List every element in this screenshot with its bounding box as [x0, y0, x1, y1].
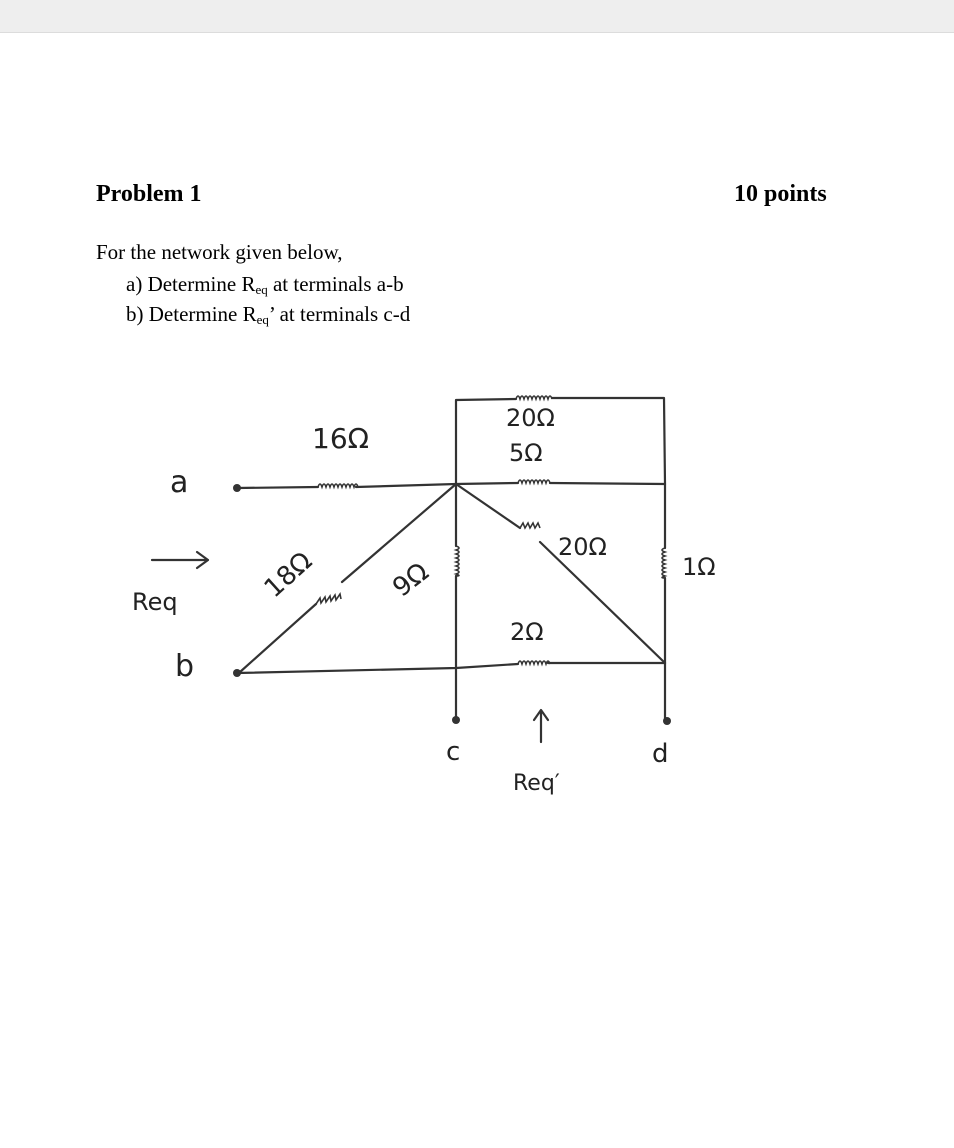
coil-1-vertical: [662, 548, 665, 578]
problem-title: Problem 1: [96, 181, 202, 207]
problem-intro: For the network given below,: [96, 240, 343, 264]
problem-points: 10 points: [734, 181, 827, 207]
wire-bottom: [237, 663, 665, 673]
terminal-dot-c: [452, 716, 460, 724]
terminal-a-label: a: [170, 465, 189, 500]
task-a-suffix: at terminals a-b: [267, 272, 404, 296]
resistor-18-label: 18Ω: [258, 546, 319, 604]
resistor-1-label: 1Ω: [682, 553, 716, 581]
coil-9-vertical: [456, 546, 459, 576]
req-label: Req: [132, 588, 178, 616]
wire-right-diagonal: [456, 484, 665, 663]
coil-2: [518, 661, 550, 664]
coil-20-top: [516, 396, 552, 399]
resistor-16-label: 16Ω: [312, 422, 370, 455]
task-b-suffix: ’ at terminals c-d: [268, 302, 411, 326]
task-b-prefix: b) Determine R: [126, 302, 257, 326]
terminal-d-label: d: [652, 739, 669, 769]
coil-5: [518, 480, 550, 483]
circuit-diagram: [0, 33, 954, 1148]
coil-16: [318, 484, 358, 487]
resistor-9-label: 9Ω: [387, 557, 435, 604]
document-page: [0, 33, 954, 1148]
wire-top-loop: [456, 398, 665, 484]
terminal-dot-a: [233, 484, 241, 492]
terminal-dot-d: [663, 717, 671, 725]
req-arrow: [152, 552, 208, 568]
wire-five-ohm-branch: [456, 483, 665, 484]
terminal-b-label: b: [175, 649, 195, 684]
terminal-dot-b: [233, 669, 241, 677]
resistor-5-label: 5Ω: [509, 439, 543, 467]
viewer-toolbar: [0, 0, 954, 33]
terminal-c-label: c: [446, 737, 461, 767]
arrows: [152, 552, 548, 742]
resistor-20-diagonal-label: 20Ω: [558, 533, 607, 561]
req-prime-arrow: [534, 710, 548, 742]
coil-20-diagonal: [520, 523, 540, 528]
req-prime-label: Req′: [513, 771, 560, 796]
task-a-prefix: a) Determine R: [126, 272, 256, 296]
coil-18-diagonal: [316, 594, 341, 604]
task-b-subscript: eq: [256, 312, 269, 327]
resistor-2-label: 2Ω: [510, 618, 544, 646]
resistor-20-top-label: 20Ω: [506, 404, 555, 432]
task-a-subscript: eq: [255, 282, 268, 297]
